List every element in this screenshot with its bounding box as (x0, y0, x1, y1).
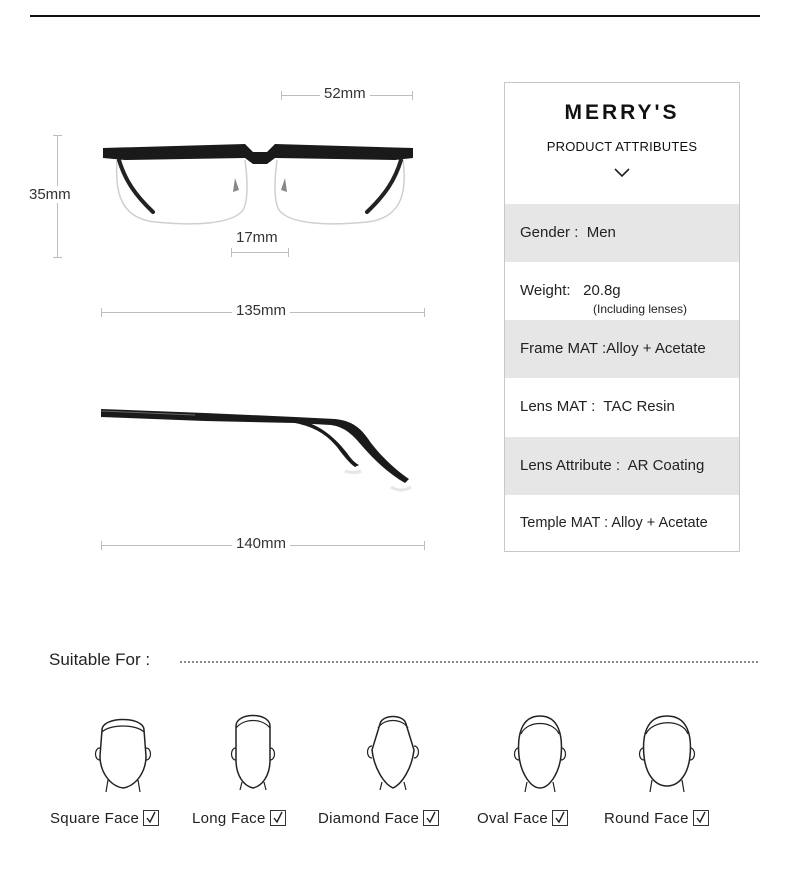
bridge-line (231, 252, 289, 253)
glasses-side-icon (95, 395, 425, 505)
round-face-icon (632, 712, 702, 792)
face-label-oval: Oval Face (477, 810, 568, 827)
checkbox-checked-icon (552, 810, 568, 826)
attribute-text: Temple MAT : Alloy + Acetate (520, 515, 708, 531)
long-face-icon (218, 710, 288, 790)
lens-height-tick (53, 135, 62, 136)
diamond-face-icon (358, 710, 428, 790)
lens-height-tick (53, 257, 62, 258)
attribute-subtext: (Including lenses) (593, 302, 688, 316)
face-label-diamond: Diamond Face (318, 810, 439, 827)
lens-width-label: 52mm (320, 85, 370, 102)
attribute-row-gender (505, 204, 739, 262)
attribute-row-lens-attribute (505, 437, 739, 495)
face-label-round: Round Face (604, 810, 709, 827)
attribute-text: Lens Attribute : AR Coating (520, 457, 705, 474)
attributes-panel (504, 82, 740, 552)
temple-length-label: 140mm (232, 535, 290, 552)
lens-width-tick (281, 91, 282, 100)
temple-length-tick (424, 541, 425, 550)
checkbox-checked-icon (270, 810, 286, 826)
bridge-tick (231, 248, 232, 257)
attribute-text: Weight: 20.8g (520, 282, 621, 299)
checkbox-checked-icon (143, 810, 159, 826)
attributes-title: PRODUCT ATTRIBUTES (546, 139, 698, 154)
oval-face-icon (505, 712, 575, 792)
attribute-row-temple-mat (505, 495, 739, 553)
brand-logo: MERRY'S (564, 101, 680, 124)
dotted-divider (180, 661, 758, 663)
chevron-down-icon (613, 167, 631, 179)
attribute-row-lens-mat (505, 378, 739, 436)
frame-width-tick (101, 308, 102, 317)
frame-width-tick (424, 308, 425, 317)
attribute-row-frame-mat (505, 320, 739, 378)
temple-length-tick (101, 541, 102, 550)
attribute-text: Lens MAT : TAC Resin (520, 398, 675, 415)
glasses-front-icon (95, 130, 425, 240)
lens-width-tick (412, 91, 413, 100)
attribute-text: Gender : Men (520, 224, 616, 241)
checkbox-checked-icon (423, 810, 439, 826)
face-label-square: Square Face (50, 810, 159, 827)
top-divider (30, 15, 760, 17)
checkbox-checked-icon (693, 810, 709, 826)
attribute-row-weight (505, 262, 739, 320)
bridge-tick (288, 248, 289, 257)
square-face-icon (88, 712, 158, 792)
frame-width-label: 135mm (232, 302, 290, 319)
attribute-text: Frame MAT :Alloy + Acetate (520, 340, 706, 357)
bridge-label: 17mm (236, 229, 278, 246)
face-label-long: Long Face (192, 810, 286, 827)
suitable-for-title: Suitable For : (49, 650, 151, 669)
lens-height-label: 35mm (29, 186, 71, 203)
